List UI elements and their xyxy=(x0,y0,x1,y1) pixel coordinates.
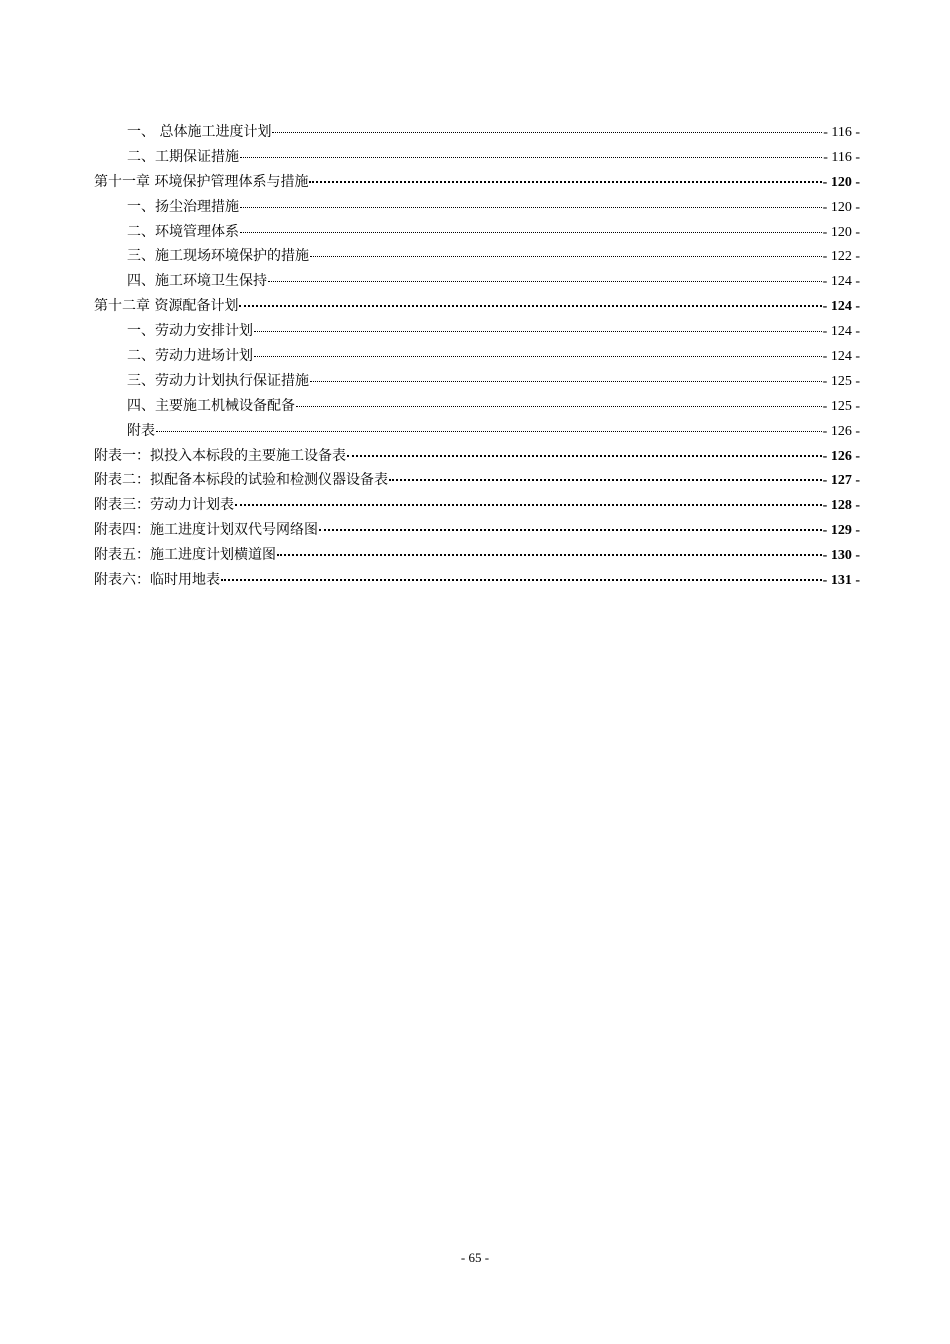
toc-entry-label: 一、 总体施工进度计划 xyxy=(127,124,272,140)
toc-entry-label: 二、工期保证措施 xyxy=(127,148,239,165)
dot-leader xyxy=(221,567,822,581)
toc-entry-page: - 126 - xyxy=(822,423,860,439)
toc-entry[interactable] xyxy=(94,120,860,145)
toc-entry[interactable] xyxy=(94,369,860,394)
toc-entry[interactable] xyxy=(94,294,860,319)
toc-entry[interactable] xyxy=(94,319,860,344)
toc-entry[interactable] xyxy=(94,444,860,469)
toc-entry[interactable] xyxy=(94,394,860,419)
toc-entry-page: - 124 - xyxy=(822,274,860,290)
dot-leader xyxy=(310,369,822,382)
dot-leader xyxy=(310,244,822,257)
toc-entry-page: - 122 - xyxy=(822,249,860,265)
dot-leader xyxy=(254,344,822,357)
toc-entry[interactable] xyxy=(94,170,860,195)
dot-leader xyxy=(240,145,822,158)
toc-entry-page: - 124 - xyxy=(822,349,860,365)
toc-entry-page: - 116 - xyxy=(823,125,860,140)
toc-entry[interactable] xyxy=(94,493,860,518)
toc-entry-label: 附表六：临时用地表 xyxy=(94,572,220,589)
dot-leader xyxy=(319,517,822,531)
toc-entry-label: 附表 xyxy=(127,422,155,439)
table-of-contents xyxy=(94,120,860,593)
toc-entry-label: 二、劳动力进场计划 xyxy=(127,348,253,365)
toc-entry-page: - 127 - xyxy=(822,473,860,489)
dot-leader xyxy=(235,492,822,506)
toc-entry-page: - 124 - xyxy=(822,324,860,340)
toc-entry[interactable] xyxy=(94,195,860,220)
dot-leader xyxy=(268,269,822,282)
toc-entry-label: 二、环境管理体系 xyxy=(127,223,239,240)
toc-entry-page: - 120 - xyxy=(822,199,860,215)
toc-entry-page: - 120 - xyxy=(822,224,860,240)
toc-entry[interactable] xyxy=(94,518,860,543)
toc-entry-page: - 116 - xyxy=(823,149,860,165)
toc-entry-page: - 126 - xyxy=(822,448,860,464)
toc-entry-label: 附表一：拟投入本标段的主要施工设备表 xyxy=(94,447,346,464)
toc-entry-label: 第十一章 环境保护管理体系与措施 xyxy=(94,173,309,190)
dot-leader xyxy=(296,394,822,407)
toc-entry[interactable] xyxy=(94,244,860,269)
dot-leader xyxy=(309,169,821,183)
toc-entry-label: 附表二：拟配备本标段的试验和检测仪器设备表 xyxy=(94,472,388,489)
toc-entry[interactable] xyxy=(94,543,860,568)
toc-entry-label: 附表三：劳动力计划表 xyxy=(94,497,234,514)
toc-entry[interactable] xyxy=(94,344,860,369)
dot-leader xyxy=(389,467,822,481)
dot-leader xyxy=(272,120,822,133)
dot-leader xyxy=(240,195,822,208)
dot-leader xyxy=(239,293,821,307)
toc-entry-label: 附表四：施工进度计划双代号网络图 xyxy=(94,522,318,539)
toc-entry-label: 四、施工环境卫生保持 xyxy=(127,273,267,290)
toc-entry[interactable] xyxy=(94,419,860,444)
toc-entry-page: - 125 - xyxy=(822,398,860,414)
toc-entry-label: 四、主要施工机械设备配备 xyxy=(127,397,295,414)
toc-entry[interactable] xyxy=(94,568,860,593)
dot-leader xyxy=(156,419,822,432)
toc-entry[interactable] xyxy=(94,220,860,245)
toc-entry-label: 三、施工现场环境保护的措施 xyxy=(127,248,309,265)
toc-entry-page: - 120 - xyxy=(822,174,860,190)
toc-entry-page: - 130 - xyxy=(822,548,860,564)
dot-leader xyxy=(347,443,822,457)
dot-leader xyxy=(254,319,822,332)
toc-entry[interactable] xyxy=(94,145,860,170)
toc-entry-page: - 128 - xyxy=(822,498,860,514)
page-number: - 65 - xyxy=(460,1250,490,1265)
toc-entry[interactable] xyxy=(94,269,860,294)
toc-entry[interactable] xyxy=(94,468,860,493)
dot-leader xyxy=(240,220,822,233)
dot-leader xyxy=(277,542,822,556)
toc-entry-label: 一、劳动力安排计划 xyxy=(127,323,253,340)
toc-entry-label: 第十二章 资源配备计划 xyxy=(94,298,239,315)
toc-entry-page: - 129 - xyxy=(822,523,860,539)
toc-entry-page: - 131 - xyxy=(822,573,860,589)
toc-entry-page: - 124 - xyxy=(822,299,860,315)
toc-entry-label: 一、扬尘治理措施 xyxy=(127,198,239,215)
toc-entry-page: - 125 - xyxy=(822,373,860,389)
toc-entry-label: 三、劳动力计划执行保证措施 xyxy=(127,372,309,389)
toc-entry-label: 附表五：施工进度计划横道图 xyxy=(94,547,276,564)
